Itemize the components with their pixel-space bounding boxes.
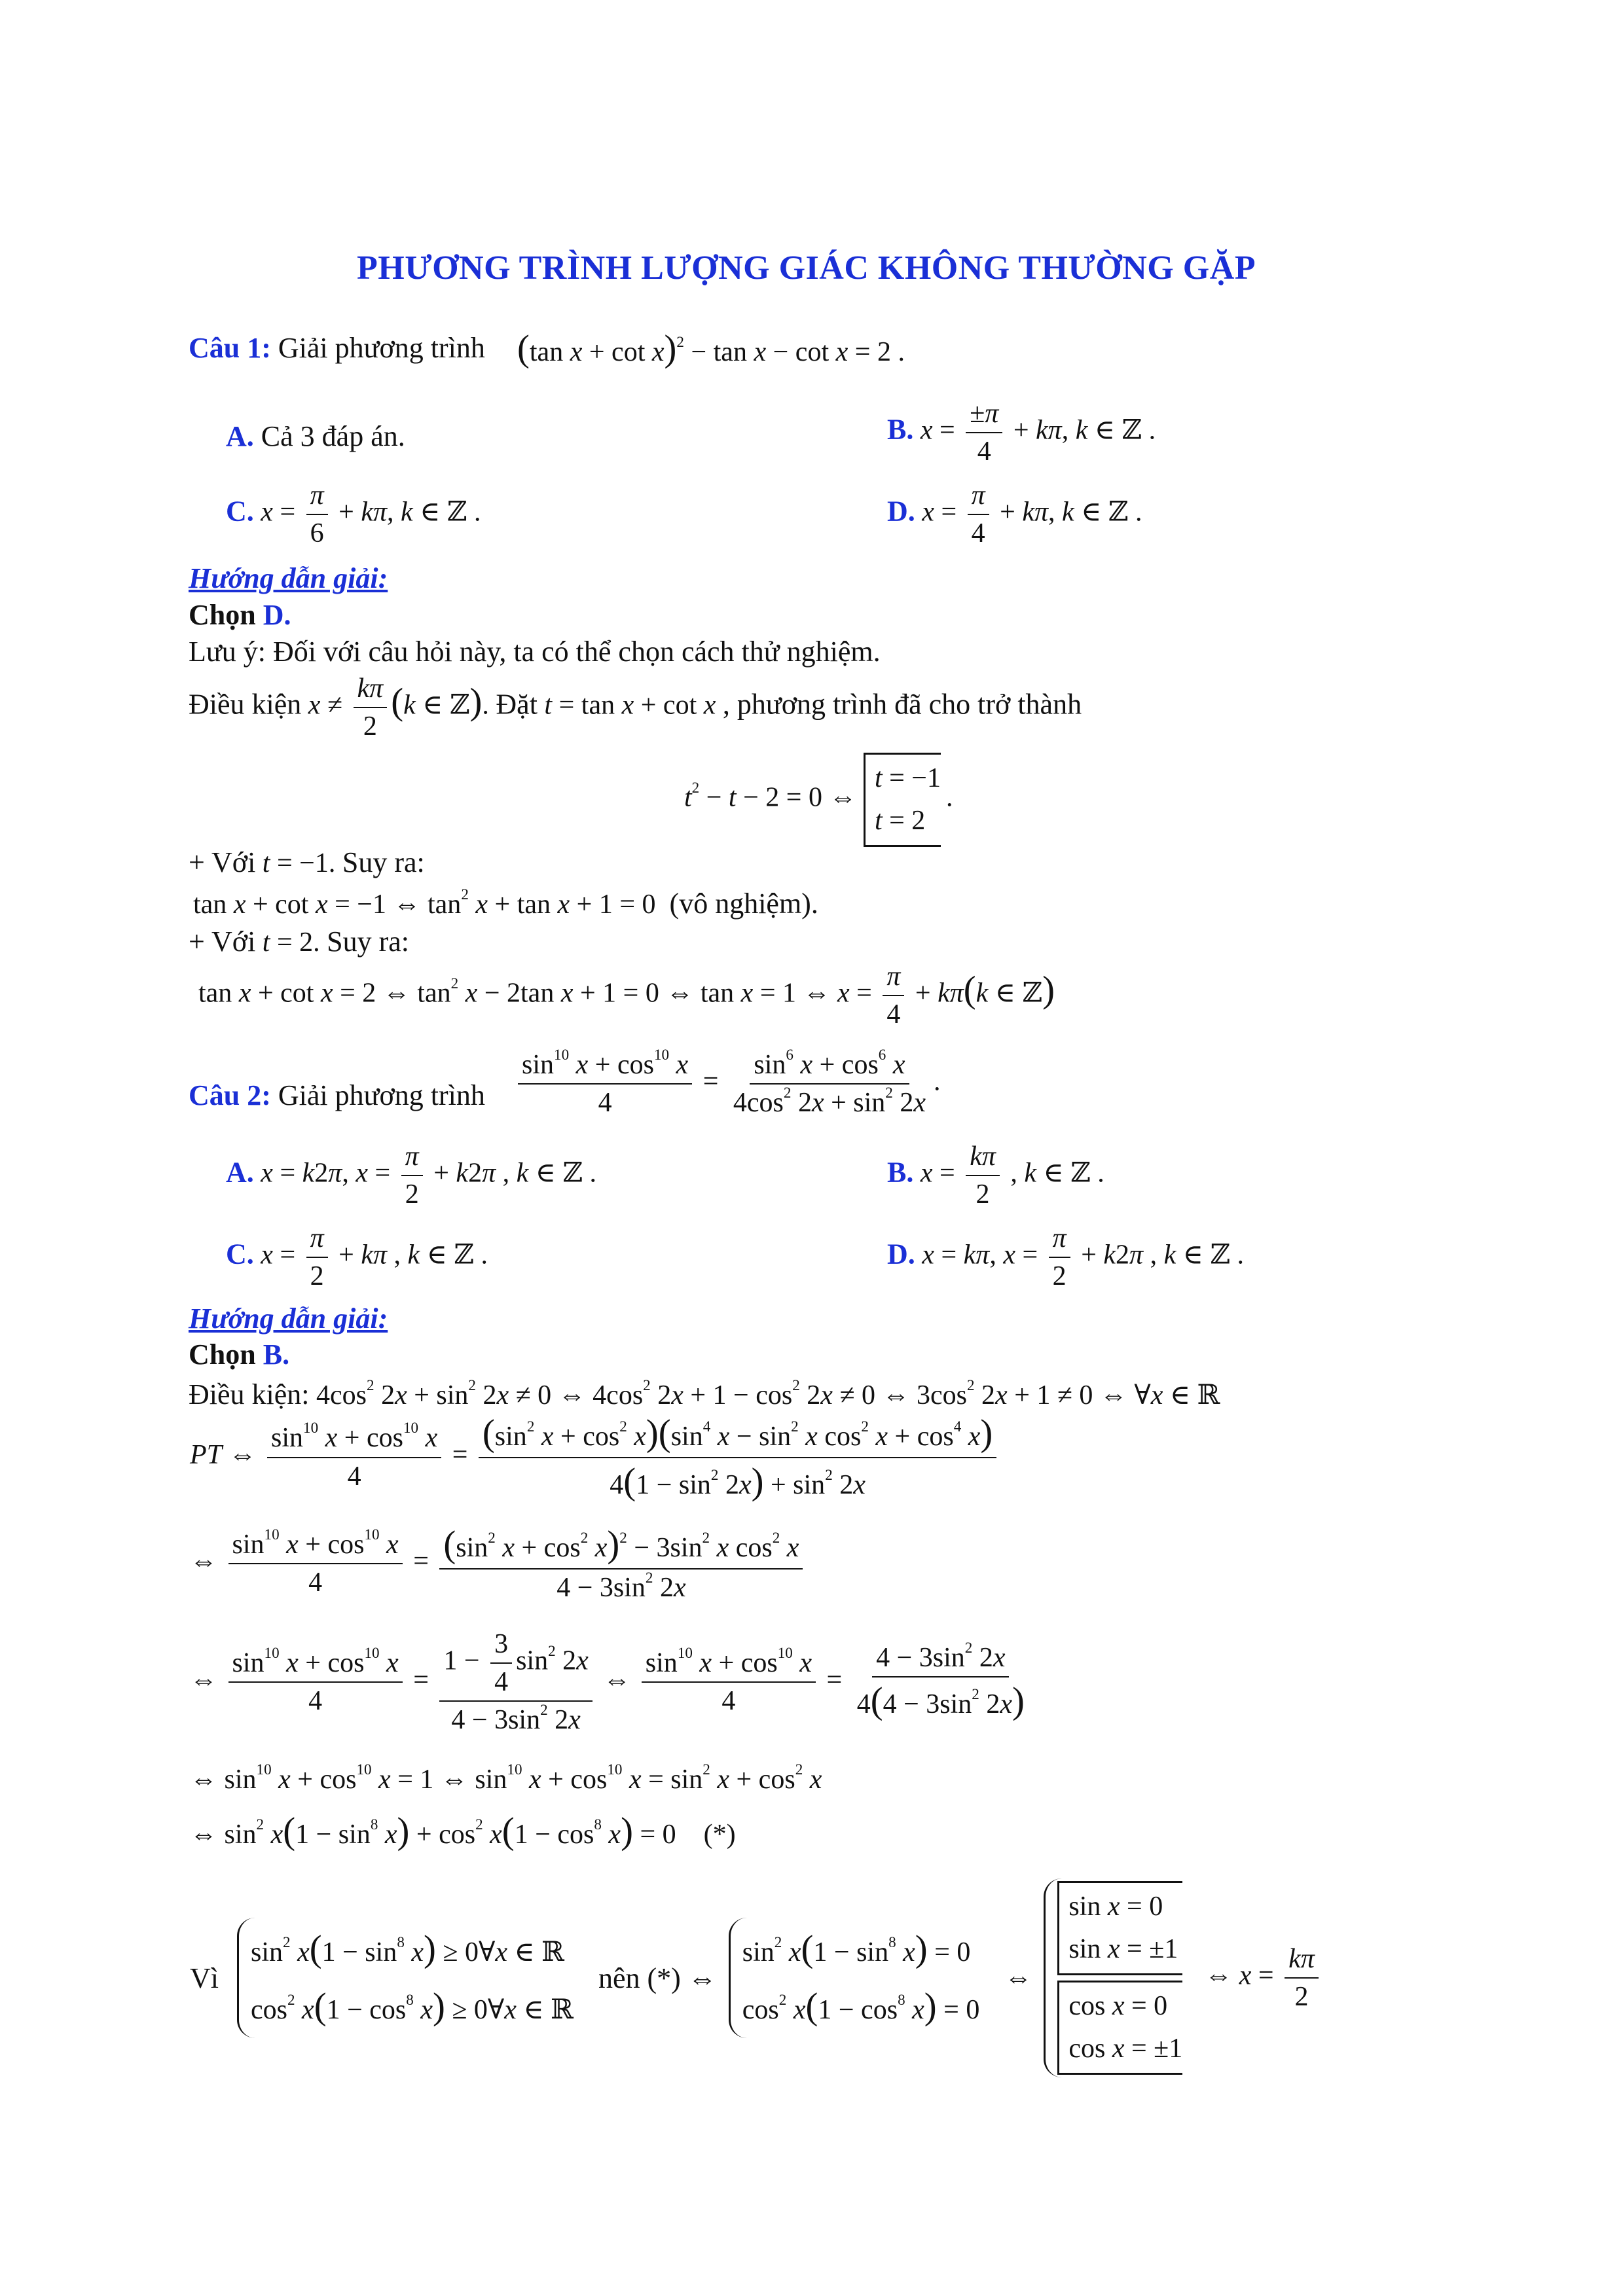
q2-guide-heading: Hướng dẫn giải: bbox=[189, 1302, 388, 1335]
q1-choose-prefix: Chọn bbox=[189, 599, 256, 631]
q2-sys3-top bbox=[1057, 1881, 1182, 1975]
q2-choose-answer: B. bbox=[263, 1338, 290, 1371]
q2-step3: ⇔ $\frac{\sin^{10} x + \cos^{10} x}{4}$ = 1 − $\frac{3}{4}$ $\sin^2 2x$ $4 - 3\sin^2$ 2x ⇔ $\frac{\sin^{10} x + \cos^{10} x}{4}$ = $\frac{4 - 3\sin^2 2x}{4(4 - 3\sin^2 2x)}$ bbox=[190, 1629, 1025, 1736]
q2-step5: ⇔ $\sin^2 x(1 - \sin^8 x) + \cos^2 x(1 - \cos^8 x) = 0$ (*) bbox=[190, 1810, 736, 1852]
q2-label: Câu 2: bbox=[189, 1079, 271, 1111]
q1-label: Câu 1: bbox=[189, 332, 271, 364]
q1-condition: Điều kiện x ≠ $\frac{k\pi}{2}$ (k ∈ ℤ). Đặt t = tan x + cot x , phương trình đã cho trở thành bbox=[189, 673, 1082, 742]
q2-option-b[interactable]: B. x = $\frac{k\pi}{2}$ , k ∈ ℤ . bbox=[887, 1141, 1104, 1210]
q1-quadratic: $t^2 - t - 2 = 0$ ⇔ t = −1 t = 2 . bbox=[684, 753, 953, 847]
q2-sys1-b: $\cos^2 x(1 - \cos^8 x)$ ≥ 0∀x ∈ ℝ bbox=[251, 1986, 574, 2028]
q2-sys3-c: cos x = 0 bbox=[1068, 1991, 1168, 2022]
q2-sys3-bottom bbox=[1057, 1981, 1182, 2075]
q2-option-c[interactable]: C. x = $\frac{\pi}{2}$ + kπ , k ∈ ℤ . bbox=[226, 1223, 488, 1292]
q2-system1 bbox=[237, 1918, 574, 2038]
q2-choose-prefix: Chọn bbox=[189, 1338, 256, 1371]
q2-prompt: Giải phương trình bbox=[278, 1079, 485, 1111]
q2-final-vi: Vì bbox=[190, 1962, 219, 1994]
q2-sys3-d: cos x = ±1 bbox=[1068, 2034, 1183, 2064]
q1-case1-head: + Với t = −1. Suy ra: bbox=[189, 846, 425, 878]
q2-sys3-a: sin x = 0 bbox=[1068, 1892, 1163, 1922]
q1-guide-heading: Hướng dẫn giải: bbox=[189, 562, 388, 594]
q2-line bbox=[189, 1081, 485, 1110]
q1-option-c[interactable]: C. x = $\frac{\pi}{6}$ + kπ, k ∈ ℤ . bbox=[226, 480, 481, 549]
q1-note: Lưu ý: Đối với câu hỏi này, ta có thể chọn cách thử nghiệm. bbox=[189, 636, 881, 668]
q2-equation: $\frac{\sin^{10} x + \cos^{10} x}{4}$ = $\frac{\sin^6 x + \cos^6 x}{4\cos^2 2x + \sin^2 2x}$ . bbox=[514, 1050, 941, 1117]
q1-option-a-label: A. bbox=[226, 420, 254, 452]
q1-option-a-text: Cả 3 đáp án. bbox=[261, 420, 405, 452]
q2-option-d[interactable]: D. x = kπ, x = $\frac{\pi}{2}$ + k2π , k ∈ ℤ . bbox=[887, 1223, 1244, 1292]
page-title: PHƯƠNG TRÌNH LƯỢNG GIÁC KHÔNG THƯỜNG GẶP bbox=[357, 249, 1256, 287]
q2-system3 bbox=[1044, 1878, 1188, 2077]
q2-step4: ⇔ $\sin^{10} x + \cos^{10} x = 1$ ⇔ $\sin^{10} x + \cos^{10} x = \sin^2 x + \cos^2 x$ bbox=[190, 1761, 822, 1795]
q2-sys2-a: $\sin^2 x(1 - \sin^8 x) = 0$ bbox=[742, 1928, 971, 1970]
q1-case1-body: tan x + cot x = −1 ⇔ $\tan^2 x + \tan x + 1 = 0$ (vô nghiệm). bbox=[193, 886, 818, 920]
q1-case2-body: tan x + cot x = 2 ⇔ $\tan^2 x - 2\tan$ x + 1 = 0 ⇔ tan x = 1 ⇔ x = $\frac{\pi}{4}$ + kπ(k ∈ ℤ) bbox=[198, 961, 1055, 1030]
q1-case2-head: + Với t = 2. Suy ra: bbox=[189, 925, 410, 958]
q1-option-a[interactable] bbox=[226, 422, 405, 451]
q2-system2 bbox=[729, 1918, 980, 2038]
q2-step1: PT ⇔ $\frac{\sin^{10} x + \cos^{10} x}{4}$ = $\frac{(\sin^2 x + \cos^2 x)(\sin^4 x - \sin^2 x \cos^2 x + \cos^4 x)}{4(1 - \sin^2 2x) + \sin^2 2x}$ bbox=[190, 1414, 1000, 1501]
q1-line bbox=[189, 334, 485, 363]
q2-step2: ⇔ $\frac{\sin^{10} x + \cos^{10} x}{4}$ = $\frac{(\sin^2 x + \cos^2 x)^2 - 3\sin^2 x \cos^2 x}{4 - 3\sin^2 2x}$ bbox=[190, 1525, 807, 1602]
q2-sys1-a: $\sin^2 x(1 - \sin^8 x)$ ≥ 0∀x ∈ ℝ bbox=[251, 1928, 564, 1970]
q2-condition: Điều kiện: $4\cos^2$ $2x + \sin^2 2x \ne 0$ ⇔ $4\cos^2$ $2x + 1 - \cos^2 2x \ne 0$ ⇔ $3\cos^2$ 2x + 1 ≠ 0 ⇔ ∀x ∈ ℝ bbox=[189, 1376, 1220, 1410]
q2-final: Vì $\sin^2 x(1 - \sin^8 x)$ ≥ 0∀x ∈ ℝ $\cos^2 x(1 - \cos^8 x)$ ≥ 0∀x ∈ ℝ nên (*) ⇔ $\sin^2 x(1 - \sin^8 x) = 0$ $\cos^2 x(1 - \cos^8 x) = 0$ ⇔ sin x = 0 sin x = ±1 cos x = 0 cos x = ±1 ⇔ x = $\frac{k\pi}{2}$ bbox=[190, 1878, 1322, 2077]
q1-choose-answer: D. bbox=[263, 599, 291, 631]
q1-choose bbox=[189, 601, 291, 630]
q2-final-nen: nên (*) ⇔ bbox=[598, 1962, 717, 1994]
q1-equation: (tan x + cot x)$^2$ − tan x − cot x = 2 . bbox=[517, 328, 905, 369]
q2-sys3-b: sin x = ±1 bbox=[1068, 1934, 1178, 1965]
q1-prompt: Giải phương trình bbox=[278, 332, 485, 364]
q2-result: ⇔ x = $\frac{k\pi}{2}$ bbox=[1205, 1945, 1322, 2011]
q2-sys2-b: $\cos^2 x(1 - \cos^8 x) = 0$ bbox=[742, 1986, 980, 2028]
q1-option-b[interactable]: B. x = $\frac{\pm\pi}{4}$ + kπ, k ∈ ℤ . bbox=[887, 399, 1156, 467]
q2-choose bbox=[189, 1340, 289, 1369]
q2-option-a[interactable]: A. x = k2π, x = $\frac{\pi}{2}$ + k2π , k ∈ ℤ . bbox=[226, 1141, 597, 1210]
q1-option-d[interactable]: D. x = $\frac{\pi}{4}$ + kπ, k ∈ ℤ . bbox=[887, 480, 1142, 549]
